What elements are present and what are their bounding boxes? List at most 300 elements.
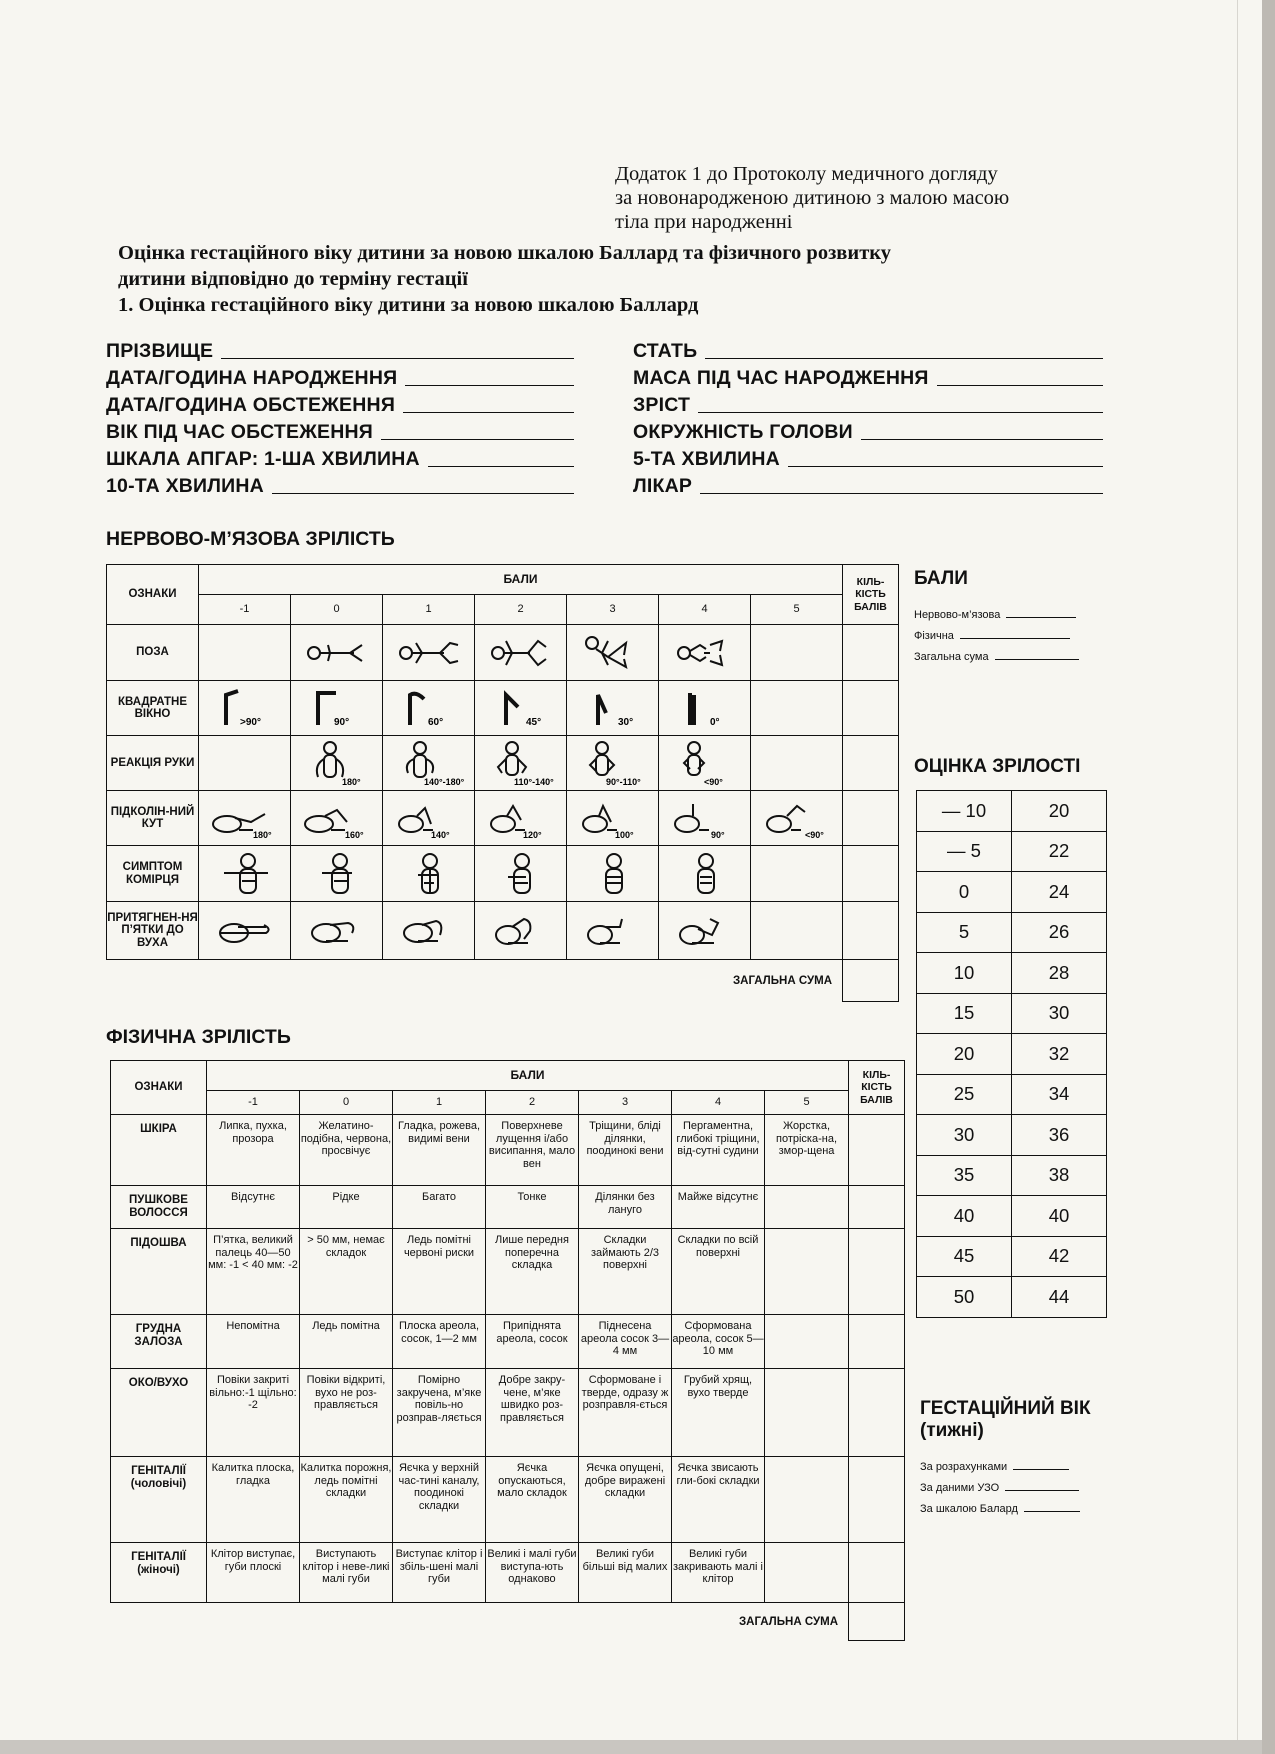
patient-fields-left [106,336,574,498]
angle-label: 0° [709,717,720,728]
arm-recoil-cell-5 [751,736,843,791]
genitals-male-cell: Калитка плоска, гладка [207,1457,300,1543]
col-count: КІЛЬ-КІСТЬ БАЛІВ [849,1061,905,1115]
fill-line [221,357,574,359]
lanugo-score[interactable] [849,1186,905,1229]
scarf-sign-icon [578,851,648,897]
genitals-male-score[interactable] [849,1457,905,1543]
lanugo-cell: Майже відсутнє [672,1186,765,1229]
score-header: 0 [300,1091,393,1115]
lanugo-cell: Багато [393,1186,486,1229]
field-label: ВІК ПІД ЧАС ОБСТЕЖЕННЯ [106,421,374,443]
score-header: -1 [199,595,291,625]
angle-label: 90°-110° [605,777,641,787]
plantar-score[interactable] [849,1229,905,1315]
angle-label: 100° [614,830,634,840]
field-label: ДАТА/ГОДИНА НАРОДЖЕННЯ [106,367,398,389]
score-header: 0 [291,595,383,625]
fill-line [1013,1469,1069,1470]
popliteal-angle-icon [297,796,377,840]
heel-to-ear-icon [392,911,466,951]
genitals-female-cell: Великі губи закривають малі і клітор [672,1543,765,1603]
maturity-score: 45 [917,1236,1012,1277]
plantar-cell: Лише передня поперечна складка [486,1229,579,1315]
physical-total-label: ЗАГАЛЬНА СУМА [738,1615,839,1628]
maturity-row [917,1034,1107,1075]
angle-label: <90° [703,777,723,787]
genitals-female-cell: Великі і малі губи виступа-ють однаково [486,1543,579,1603]
maturity-weeks: 30 [1012,993,1107,1034]
row-label-plantar: ПІДОШВА [111,1229,207,1315]
addendum-line: тіла при народженні [615,211,793,233]
heel-ear-cell [567,902,659,960]
arm-recoil-icon [302,739,372,787]
eye-ear-cell: Помірно закручена, м’яке повіль-но розправ-ляється [393,1369,486,1457]
field-label: ПРІЗВИЩЕ [106,340,214,362]
maturity-table [916,790,1107,1318]
gest-row-ballard[interactable] [920,1494,1091,1515]
square-window-icon [486,685,556,731]
row-label-genitals-female: ГЕНІТАЛІЇ (жіночі) [111,1543,207,1603]
heel-ear-cell [383,902,475,960]
angle-label: <90° [804,830,824,840]
square-window-cell-5 [751,681,843,736]
field-label: 5-ТА ХВИЛИНА [633,448,780,470]
field-label: МАСА ПІД ЧАС НАРОДЖЕННЯ [633,367,929,389]
scarf-sign-icon [394,851,464,897]
maturity-weeks: 36 [1012,1115,1107,1156]
points-label: Загальна сума [914,651,989,663]
angle-label: 110°-140° [513,777,554,787]
square-window-icon [578,685,648,731]
fill-line [937,384,1103,386]
gestational-age [920,1398,1091,1515]
scarf-sign-icon [210,851,280,897]
points-row-physical[interactable] [914,621,1079,642]
col-count: КІЛЬ-КІСТЬ БАЛІВ [843,565,899,625]
row-label-square-window: КВАДРАТНЕ ВІКНО [107,681,199,736]
fill-line [405,384,574,386]
fill-line [995,659,1079,660]
scarf-sign-icon [486,851,556,897]
field-label: ОКРУЖНІСТЬ ГОЛОВИ [633,421,853,443]
maturity-row [917,831,1107,872]
neuro-total-score[interactable] [843,960,899,1002]
posture-cell-2 [475,625,567,681]
heel-ear-cell [199,902,291,960]
scarf-sign-icon [302,851,372,897]
scarf-cell-5 [751,846,843,902]
scarf-cell [567,846,659,902]
popliteal-angle-icon [389,796,469,840]
lanugo-cell: Ділянки без лануго [579,1186,672,1229]
field-label: ДАТА/ГОДИНА ОБСТЕЖЕННЯ [106,394,396,416]
score-header: 2 [486,1091,579,1115]
gest-subtitle: (тижні) [920,1420,984,1441]
posture-figure-icon [578,633,648,673]
col-signs: ОЗНАКИ [107,565,199,625]
breast-cell: Непомітна [207,1315,300,1369]
posture-score[interactable] [843,625,899,681]
scan-edge [1262,0,1275,1754]
maturity-score: 25 [917,1074,1012,1115]
genitals-female-cell: Виступають клітор і неве-ликі малі губи [300,1543,393,1603]
skin-cell: Жорстка, потріска-на, змор-щена [765,1115,849,1186]
arm-recoil-cell [383,736,475,791]
maturity-score: 20 [917,1034,1012,1075]
field-label: 10-ТА ХВИЛИНА [106,475,264,497]
maturity-weeks: 38 [1012,1155,1107,1196]
maturity-score: — 5 [917,831,1012,872]
posture-cell-1 [383,625,475,681]
posture-cell-0 [291,625,383,681]
eye-ear-cell: Грубий хрящ, вухо тверде [672,1369,765,1457]
maturity-weeks: 42 [1012,1236,1107,1277]
physical-total-score[interactable] [849,1603,905,1641]
popliteal-angle-icon [481,796,561,840]
score-header: 2 [475,595,567,625]
skin-score[interactable] [849,1115,905,1186]
maturity-weeks: 32 [1012,1034,1107,1075]
fill-line [381,438,574,440]
score-header: 5 [765,1091,849,1115]
breast-cell: Ледь помітна [300,1315,393,1369]
angle-label: 180° [252,830,272,840]
plantar-cell: П’ятка, великий палець 40—50 мм: -1 < 40 мм: -2 [207,1229,300,1315]
genitals-male-cell: Калитка порожня, ледь помітні складки [300,1457,393,1543]
maturity-score: 35 [917,1155,1012,1196]
popliteal-cell [291,791,383,846]
arm-recoil-icon [486,739,556,787]
maturity-weeks: 34 [1012,1074,1107,1115]
angle-label: 90° [333,717,349,728]
physical-section-title: ФІЗИЧНА ЗРІЛІСТЬ [106,1026,291,1048]
fill-line [428,465,574,467]
maturity-row [917,953,1107,994]
skin-cell: Липка, пухка, прозора [207,1115,300,1186]
scarf-cell [199,846,291,902]
eye-ear-cell: Повіки закриті вільно:-1 щільно: -2 [207,1369,300,1457]
field-birth-weight[interactable] [633,363,1103,390]
field-label: ЗРІСТ [633,394,691,416]
arm-recoil-cell [567,736,659,791]
points-row-total[interactable] [914,642,1079,663]
angle-label: 160° [344,830,364,840]
scarf-cell [475,846,567,902]
maturity-weeks: 40 [1012,1196,1107,1237]
maturity-row [917,1115,1107,1156]
row-label-genitals-male: ГЕНІТАЛІЇ (чоловічі) [111,1457,207,1543]
fill-line [272,492,574,494]
maturity-row [917,993,1107,1034]
plantar-cell: Складки по всій поверхні [672,1229,765,1315]
heel-to-ear-icon [484,911,558,951]
posture-figure-icon [670,633,740,673]
neuro-total-label: ЗАГАЛЬНА СУМА [732,974,833,987]
square-window-cell [567,681,659,736]
maturity-row [917,1155,1107,1196]
skin-cell: Пергаментна, глибокі тріщини, від-сутні судини [672,1115,765,1186]
score-header: 3 [567,595,659,625]
popliteal-angle-icon [573,796,653,840]
addendum-note [615,162,1095,234]
breast-score[interactable] [849,1315,905,1369]
maturity-score: 5 [917,912,1012,953]
maturity-weeks: 44 [1012,1277,1107,1318]
addendum-line: за новонародженою дитиною з малою масою [615,187,1010,209]
square-window-icon [670,685,740,731]
posture-cell-3 [567,625,659,681]
field-label: СТАТЬ [633,340,698,362]
posture-figure-icon [302,633,372,673]
popliteal-cell [659,791,751,846]
gest-title: ГЕСТАЦІЙНИЙ ВІК [920,1398,1091,1419]
scarf-cell [659,846,751,902]
field-doctor[interactable] [633,471,1103,498]
plantar-cell: > 50 мм, немає складок [300,1229,393,1315]
square-window-cell [199,681,291,736]
plantar-cell: Складки займають 2/3 поверхні [579,1229,672,1315]
genitals-male-cell [765,1457,849,1543]
arm-recoil-cell [291,736,383,791]
arm-recoil-icon [670,739,740,787]
genitals-male-cell: Яєчка у верхній час-тині каналу, поодинокі складки [393,1457,486,1543]
page-binding-edge [1237,0,1244,1740]
title-line: Оцінка гестаційного віку дитини за новою шкалою Баллард та фізичного розвитку [118,242,892,264]
heel-ear-cell-5 [751,902,843,960]
heel-to-ear-icon [300,911,374,951]
genitals-female-cell: Клітор виступає, губи плоскі [207,1543,300,1603]
fill-line [698,411,1103,413]
points-summary [914,568,1079,663]
popliteal-angle-icon [757,796,837,840]
maturity-weeks: 22 [1012,831,1107,872]
points-label: Фізична [914,630,954,642]
popliteal-cell [751,791,843,846]
score-header: 3 [579,1091,672,1115]
points-row-neuro[interactable] [914,600,1079,621]
field-apgar-10min[interactable] [106,471,574,498]
neuro-table [106,564,899,1002]
angle-label: 45° [525,717,541,728]
breast-cell: Піднесена ареола сосок 3—4 мм [579,1315,672,1369]
row-label-posture: ПОЗА [107,625,199,681]
heel-ear-cell [475,902,567,960]
field-label: ЛІКАР [633,475,693,497]
maturity-title: ОЦІНКА ЗРІЛОСТІ [914,756,1081,777]
eye-ear-cell: Сформоване і тверде, одразу ж розправля-ється [579,1369,672,1457]
maturity-row [917,1236,1107,1277]
maturity-score: 15 [917,993,1012,1034]
popliteal-cell [475,791,567,846]
breast-cell: Плоска ареола, сосок, 1—2 мм [393,1315,486,1369]
neuro-section-title: НЕРВОВО-М’ЯЗОВА ЗРІЛІСТЬ [106,528,395,550]
arm-recoil-cell [659,736,751,791]
maturity-row [917,1196,1107,1237]
score-header: 4 [659,595,751,625]
fill-line [861,438,1103,440]
square-window-cell [475,681,567,736]
points-title: БАЛИ [914,568,968,589]
section-subtitle: 1. Оцінка гестаційного віку дитини за новою шкалою Баллард [118,294,699,316]
field-label: ШКАЛА АПГАР: 1-ША ХВИЛИНА [106,448,420,470]
genitals-female-cell [765,1543,849,1603]
square-window-icon [302,685,372,731]
maturity-score: 50 [917,1277,1012,1318]
heel-ear-score[interactable] [843,902,899,960]
heel-ear-cell [291,902,383,960]
field-height[interactable] [633,390,1103,417]
eye-ear-score[interactable] [849,1369,905,1457]
field-age-at-exam[interactable] [106,417,574,444]
field-apgar-1min[interactable] [106,444,574,471]
breast-cell: Сформована ареола, сосок 5—10 мм [672,1315,765,1369]
posture-figure-icon [486,633,556,673]
fill-line [788,465,1103,467]
arm-recoil-score[interactable] [843,736,899,791]
fill-line [1005,1490,1079,1491]
eye-ear-cell: Повіки відкриті, вухо не роз-правляється [300,1369,393,1457]
score-header: -1 [207,1091,300,1115]
maturity-weeks: 24 [1012,872,1107,913]
points-label: Нервово-м’язова [914,609,1001,621]
heel-ear-cell [659,902,751,960]
fill-line [403,411,574,413]
lanugo-cell [765,1186,849,1229]
square-window-cell [383,681,475,736]
fill-line [1006,617,1076,618]
popliteal-angle-icon [205,796,285,840]
popliteal-cell [383,791,475,846]
maturity-weeks: 28 [1012,953,1107,994]
popliteal-score[interactable] [843,791,899,846]
row-label-scarf-sign: СИМПТОМ КОМІРЦЯ [107,846,199,902]
maturity-row [917,912,1107,953]
skin-cell: Гладка, рожева, видимі вени [393,1115,486,1186]
maturity-row [917,872,1107,913]
posture-figure-icon [394,633,464,673]
genitals-female-cell: Великі губи більші від малих [579,1543,672,1603]
row-label-eye-ear: ОКО/ВУХО [111,1369,207,1457]
angle-label: 120° [522,830,542,840]
scarf-cell [383,846,475,902]
arm-recoil-cell-m1 [199,736,291,791]
row-label-popliteal: ПІДКОЛІН-НИЙ КУТ [107,791,199,846]
maturity-score: 10 [917,953,1012,994]
patient-fields-right [633,336,1103,498]
gest-label: За шкалою Балард [920,1503,1018,1515]
fill-line [1024,1511,1080,1512]
posture-cell-m1 [199,625,291,681]
angle-label: 140° [430,830,450,840]
popliteal-cell [567,791,659,846]
col-points: БАЛИ [199,565,843,595]
col-points: БАЛИ [207,1061,849,1091]
field-sex[interactable] [633,336,1103,363]
breast-cell: Припіднята ареола, сосок [486,1315,579,1369]
document-title [118,240,1098,318]
heel-to-ear-icon [668,911,742,951]
arm-recoil-cell [475,736,567,791]
genitals-male-cell: Яєчка звисають гли-бокі складки [672,1457,765,1543]
field-birth-datetime[interactable] [106,363,574,390]
square-window-score[interactable] [843,681,899,736]
heel-to-ear-icon [208,911,282,951]
gest-label: За даними УЗО [920,1482,1000,1494]
skin-cell: Желатино-подібна, червона, просвічує [300,1115,393,1186]
breast-cell [765,1315,849,1369]
gest-row-calc[interactable] [920,1452,1091,1473]
heel-to-ear-icon [576,911,650,951]
score-header: 4 [672,1091,765,1115]
row-label-skin: ШКІРА [111,1115,207,1186]
field-head-circumference[interactable] [633,417,1103,444]
square-window-icon [210,685,280,731]
genitals-male-cell: Яєчка опускаються, мало складок [486,1457,579,1543]
fill-line [705,357,1103,359]
square-window-cell [291,681,383,736]
fill-line [700,492,1103,494]
row-label-arm-recoil: РЕАКЦІЯ РУКИ [107,736,199,791]
row-label-heel-to-ear: ПРИТЯГНЕН-НЯ П’ЯТКИ ДО ВУХА [107,902,199,960]
title-line: дитини відповідно до терміну гестації [118,268,468,290]
angle-label: >90° [239,717,261,728]
angle-label: 60° [427,717,443,728]
score-header: 5 [751,595,843,625]
angle-label: 140°-180° [423,777,464,787]
popliteal-angle-icon [665,796,745,840]
score-header: 1 [393,1091,486,1115]
maturity-row [917,1074,1107,1115]
row-label-breast: ГРУДНА ЗАЛОЗА [111,1315,207,1369]
maturity-weeks: 26 [1012,912,1107,953]
square-window-cell [659,681,751,736]
maturity-score: 40 [917,1196,1012,1237]
maturity-row [917,1277,1107,1318]
field-surname[interactable] [106,336,574,363]
genitals-male-cell: Яєчка опущені, добре виражені складки [579,1457,672,1543]
lanugo-cell: Рідке [300,1186,393,1229]
arm-recoil-icon [394,739,464,787]
posture-cell-4 [659,625,751,681]
genitals-female-score[interactable] [849,1543,905,1603]
plantar-cell [765,1229,849,1315]
lanugo-cell: Тонке [486,1186,579,1229]
popliteal-cell [199,791,291,846]
scarf-score[interactable] [843,846,899,902]
posture-cell-5 [751,625,843,681]
maturity-score: 30 [917,1115,1012,1156]
gest-label: За розрахунками [920,1461,1008,1473]
field-apgar-5min[interactable] [633,444,1103,471]
maturity-score: — 10 [917,791,1012,832]
scarf-cell [291,846,383,902]
eye-ear-cell: Добре закру-чене, м’яке швидко роз-правляється [486,1369,579,1457]
field-exam-datetime[interactable] [106,390,574,417]
scarf-sign-icon [670,851,740,897]
eye-ear-cell [765,1369,849,1457]
maturity-weeks: 20 [1012,791,1107,832]
maturity-row [917,791,1107,832]
plantar-cell: Ледь помітні червоні риски [393,1229,486,1315]
arm-recoil-icon [578,739,648,787]
skin-cell: Тріщини, бліді ділянки, поодинокі вени [579,1115,672,1186]
addendum-line: Додаток 1 до Протоколу медичного догляду [615,163,998,185]
col-signs: ОЗНАКИ [111,1061,207,1115]
lanugo-cell: Відсутнє [207,1186,300,1229]
gest-row-ultrasound[interactable] [920,1473,1091,1494]
angle-label: 90° [710,830,725,840]
